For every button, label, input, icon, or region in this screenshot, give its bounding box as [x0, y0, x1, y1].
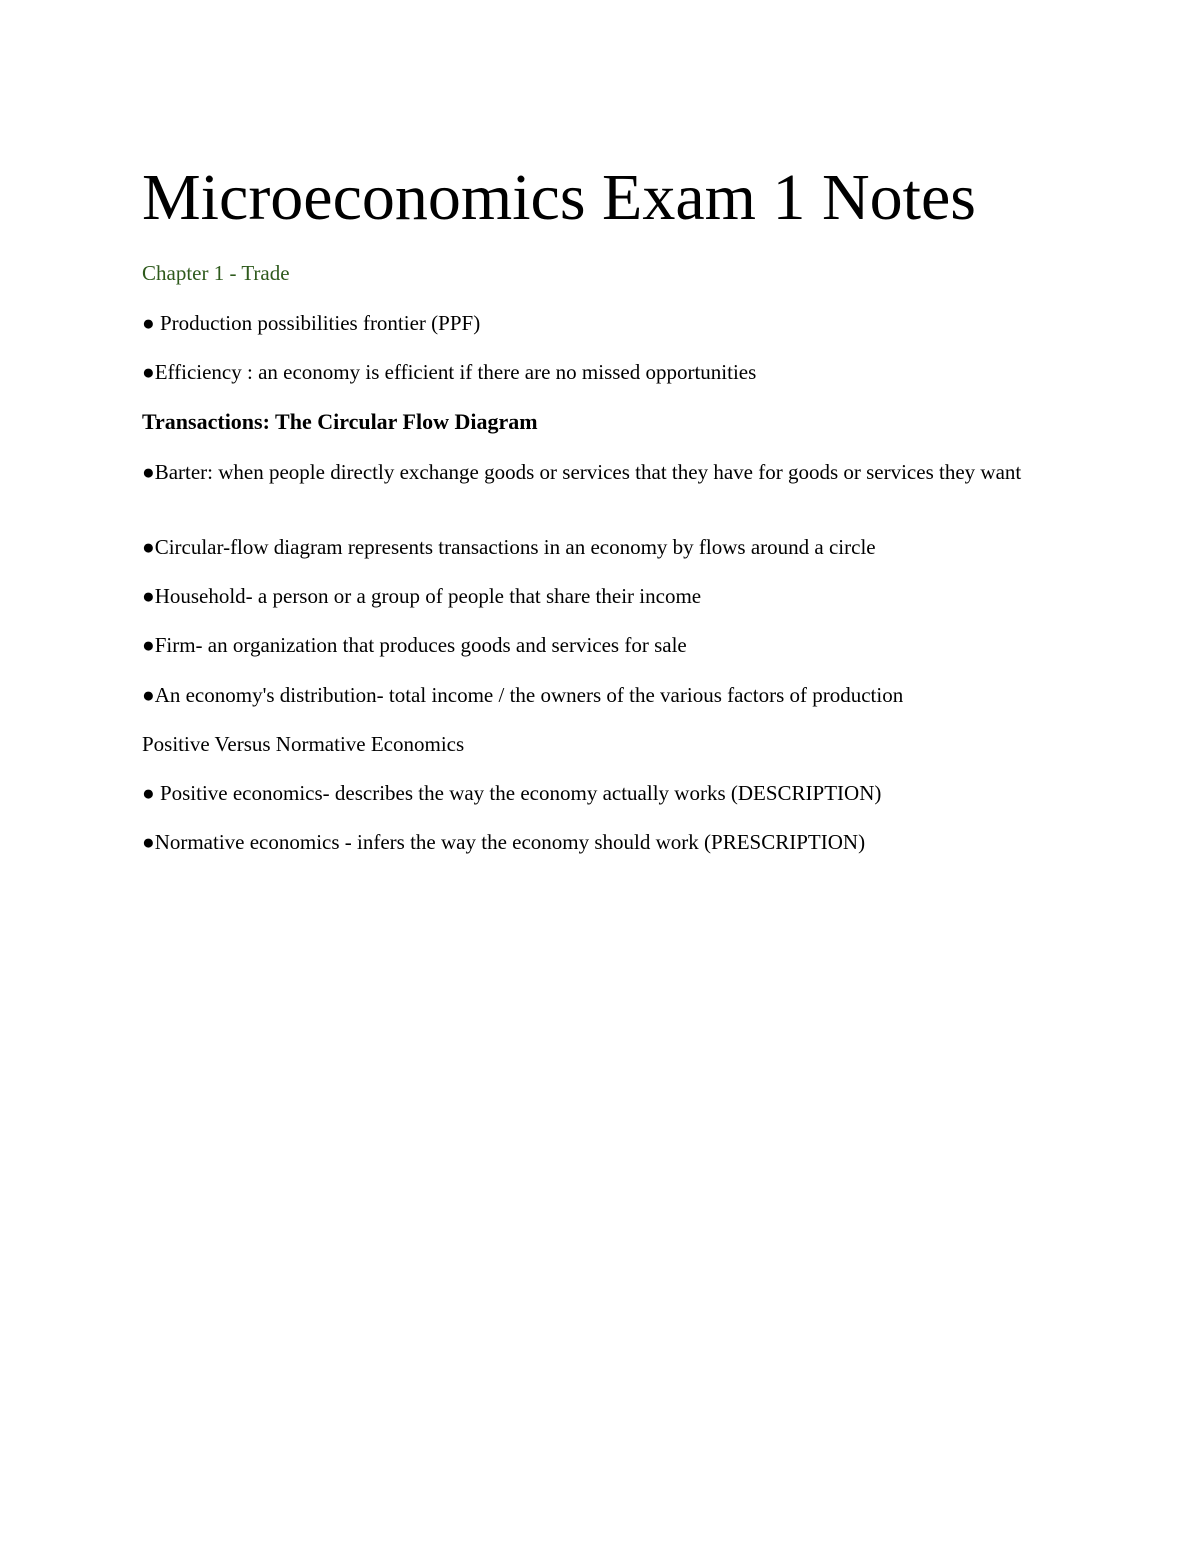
bullet-icon: ●	[142, 311, 155, 335]
list-item	[142, 310, 480, 336]
list-item-text: Normative economics - infers the way the economy should work (PRESCRIPTION)	[154, 830, 866, 854]
list-item	[142, 359, 756, 385]
list-item	[142, 459, 1042, 485]
list-item-text: Firm- an organization that produces goods and services for sale	[154, 633, 687, 657]
list-item	[142, 780, 881, 806]
list-item-text: Household- a person or a group of people that share their income	[154, 584, 702, 608]
chapter-heading: Chapter 1 - Trade	[142, 261, 290, 285]
document-content	[142, 158, 1042, 854]
list-item	[142, 682, 903, 708]
bullet-icon: ●	[142, 633, 155, 657]
list-item	[142, 632, 687, 658]
list-item-text: Efficiency : an economy is efficient if there are no missed opportunities	[154, 360, 757, 384]
list-item	[142, 829, 865, 855]
section-heading: Transactions: The Circular Flow Diagram	[142, 409, 538, 434]
subsection-heading: Positive Versus Normative Economics	[142, 732, 465, 756]
list-item-text: Barter: when people directly exchange goods or services that they have for goods or services they want	[154, 460, 1022, 484]
list-item-text: Positive economics- describes the way the economy actually works (DESCRIPTION)	[154, 781, 882, 805]
bullet-icon: ●	[142, 683, 155, 707]
bullet-icon: ●	[142, 781, 155, 805]
document-title: Microeconomics Exam 1 Notes	[142, 161, 976, 234]
list-item	[142, 583, 701, 609]
bullet-icon: ●	[142, 535, 155, 559]
list-item	[142, 534, 876, 560]
bullet-icon: ●	[142, 584, 155, 608]
list-item-text: Production possibilities frontier (PPF)	[154, 311, 481, 335]
list-item-text: Circular-flow diagram represents transactions in an economy by flows around a circle	[154, 535, 876, 559]
bullet-icon: ●	[142, 830, 155, 854]
bullet-icon: ●	[142, 360, 155, 384]
list-item-text: An economy's distribution- total income / the owners of the various factors of production	[154, 683, 904, 707]
bullet-icon: ●	[142, 460, 155, 484]
